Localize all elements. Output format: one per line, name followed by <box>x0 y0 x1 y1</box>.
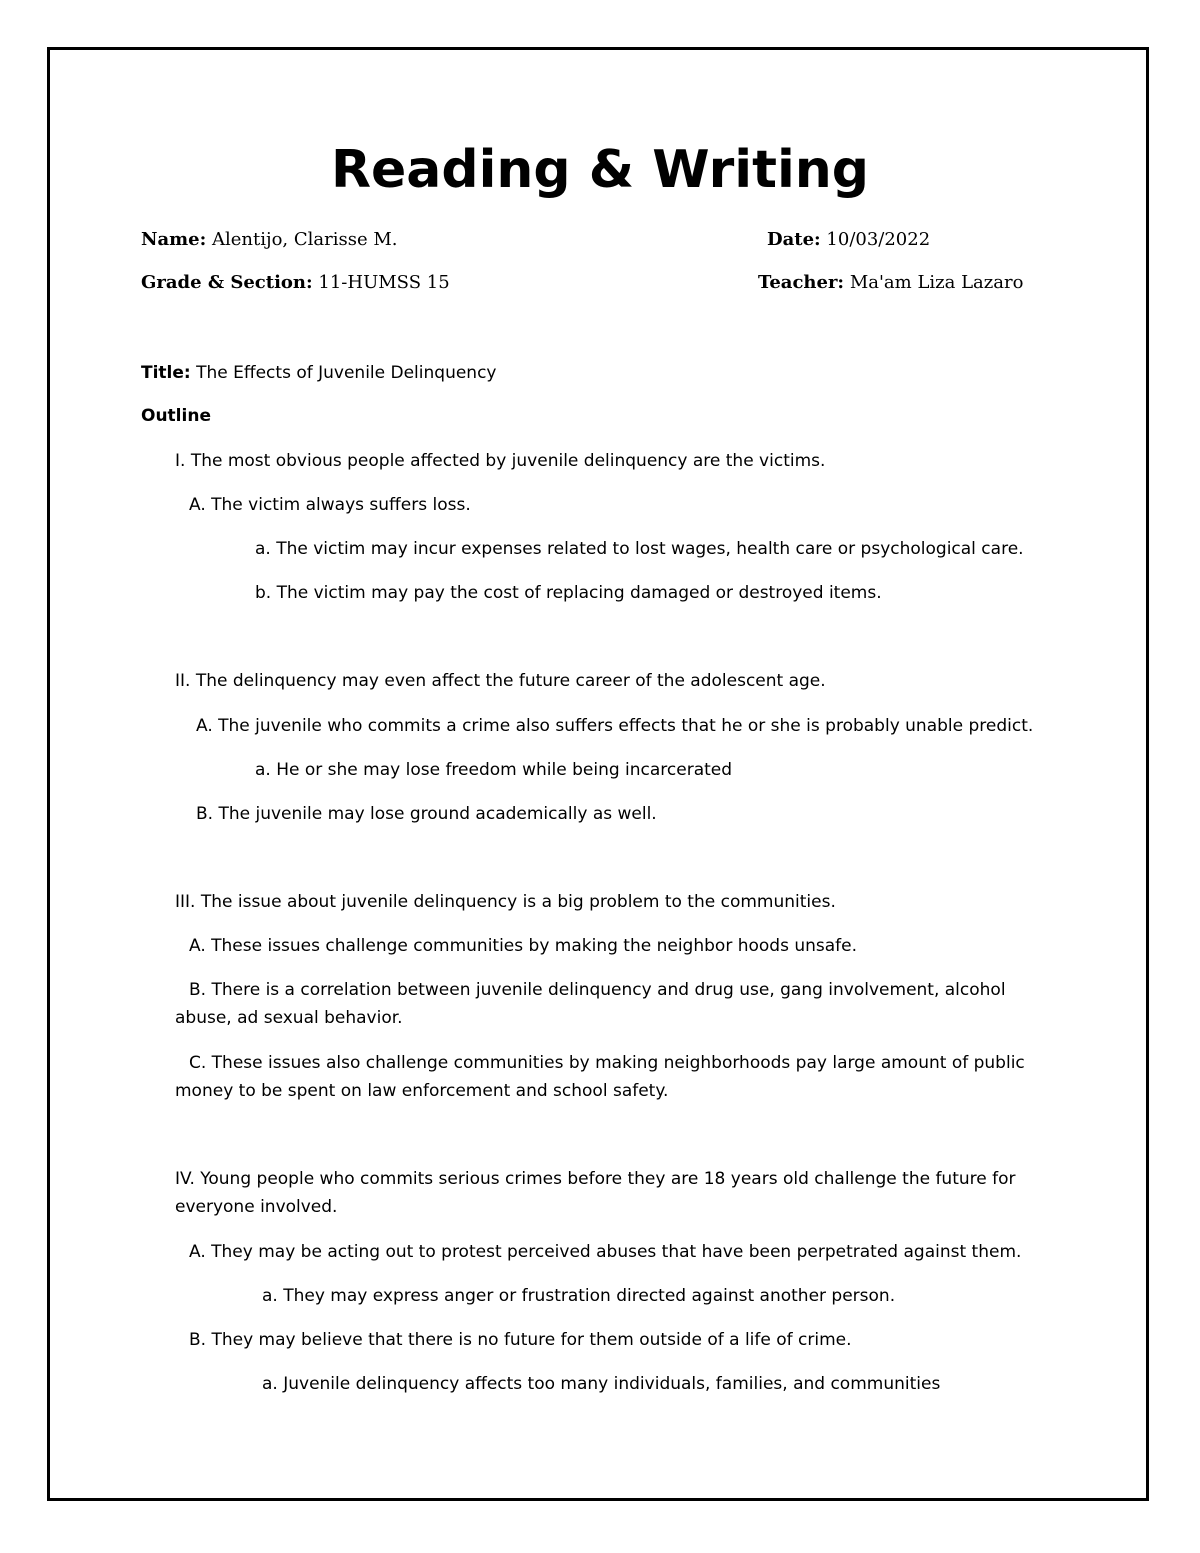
outline-item: a. Juvenile delinquency affects too many individuals, families, and communities <box>262 1374 941 1394</box>
outline-item: a. They may express anger or frustration directed against another person. <box>262 1286 896 1306</box>
outline-item-continued: money to be spent on law enforcement and school safety. <box>175 1081 669 1101</box>
outline-item: A. They may be acting out to protest perceived abuses that have been perpetrated against them. <box>189 1242 1022 1262</box>
teacher-label: Teacher: <box>758 272 845 293</box>
teacher-value: Ma'am Liza Lazaro <box>849 272 1024 293</box>
name-label: Name: <box>141 229 207 250</box>
grade-value: 11-HUMSS 15 <box>318 272 450 293</box>
outline-item: A. The juvenile who commits a crime also suffers effects that he or she is probably unable predict. <box>196 716 1034 736</box>
outline-heading: Outline <box>141 406 211 426</box>
outline-item: II. The delinquency may even affect the future career of the adolescent age. <box>175 671 826 691</box>
outline-item: I. The most obvious people affected by juvenile delinquency are the victims. <box>175 451 826 471</box>
outline-item-continued: abuse, ad sexual behavior. <box>175 1008 403 1028</box>
name-row <box>141 229 397 250</box>
outline-item: A. The victim always suffers loss. <box>189 495 471 515</box>
essay-title-row <box>141 363 497 383</box>
teacher-row <box>758 272 1023 293</box>
outline-item: C. These issues also challenge communities by making neighborhoods pay large amount of public <box>189 1053 1025 1073</box>
document-title: Reading & Writing <box>330 140 870 200</box>
outline-item: b. The victim may pay the cost of replacing damaged or destroyed items. <box>255 583 882 603</box>
outline-item: B. The juvenile may lose ground academically as well. <box>196 804 657 824</box>
outline-item: a. The victim may incur expenses related to lost wages, health care or psychological care. <box>255 539 1024 559</box>
date-label: Date: <box>767 229 821 250</box>
name-value: Alentijo, Clarisse M. <box>212 229 398 250</box>
outline-item-continued: everyone involved. <box>175 1197 338 1217</box>
date-value: 10/03/2022 <box>826 229 931 250</box>
grade-label: Grade & Section: <box>141 272 313 293</box>
outline-item: B. They may believe that there is no future for them outside of a life of crime. <box>189 1330 852 1350</box>
outline-item: A. These issues challenge communities by making the neighbor hoods unsafe. <box>189 936 858 956</box>
date-row <box>767 229 930 250</box>
outline-item: B. There is a correlation between juvenile delinquency and drug use, gang involvement, alcohol <box>189 980 1006 1000</box>
outline-item: III. The issue about juvenile delinquency is a big problem to the communities. <box>175 892 836 912</box>
outline-item: a. He or she may lose freedom while being incarcerated <box>255 760 733 780</box>
essay-title-label: Title: <box>141 363 191 383</box>
essay-title-value: The Effects of Juvenile Delinquency <box>196 363 497 383</box>
grade-row <box>141 272 450 293</box>
outline-item: IV. Young people who commits serious crimes before they are 18 years old challenge the future for <box>175 1169 1016 1189</box>
